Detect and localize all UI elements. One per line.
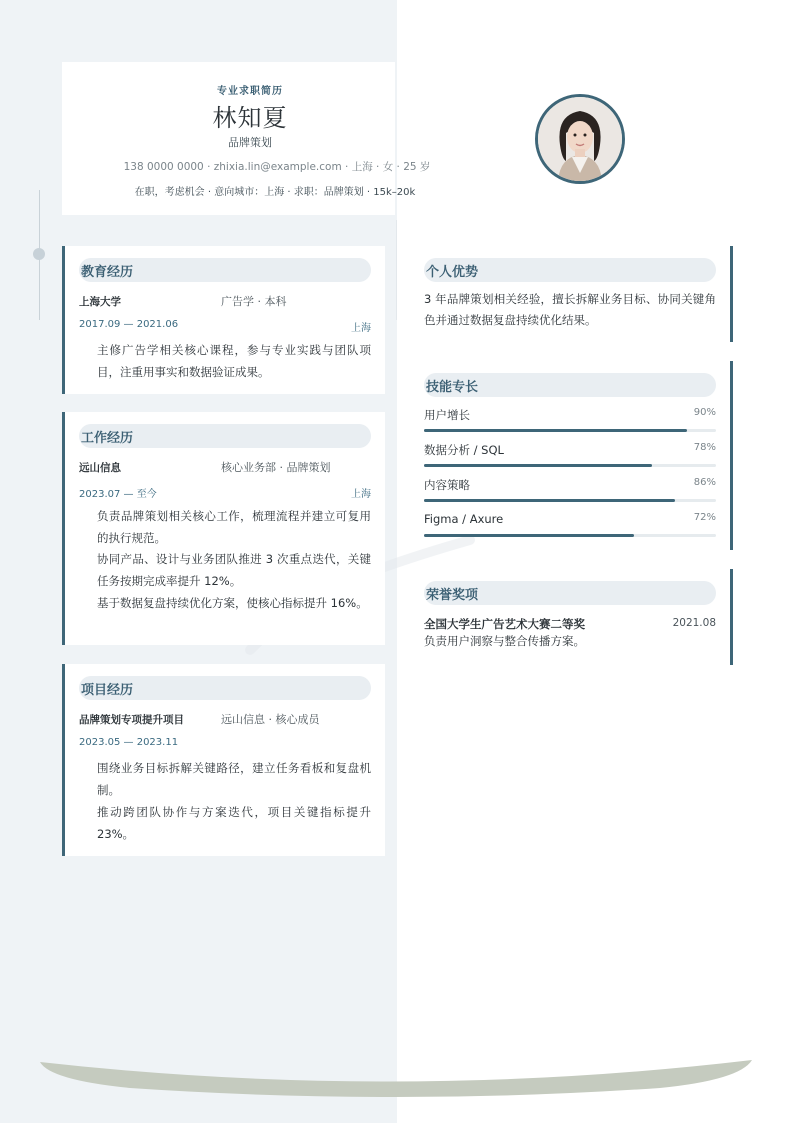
column-divider (396, 220, 397, 320)
skills-section (410, 361, 733, 550)
skill-percent: 86% (693, 477, 716, 488)
advantage-title: 个人优势 (426, 265, 479, 280)
contact-line: 138 0000 0000 · zhixia.lin@example.com · 上海 · 女 · 25 岁 (123, 161, 431, 173)
skill-name: 内容策略 (424, 478, 470, 492)
project-org: 远山信息 · 核心成员 (221, 713, 320, 726)
advantage-text: 3 年品牌策划相关经验，擅长拆解业务目标、协同关键角色并通过数据复盘持续优化结果。 (424, 292, 716, 327)
major: 广告学 · 本科 (221, 295, 287, 308)
skill-fill (424, 429, 687, 432)
education-section (62, 246, 385, 394)
education-bullet: 主修广告学相关核心课程，参与专业实践与团队项目，注重用事实和数据验证成果。 (97, 343, 371, 379)
work-bullet: 负责品牌策划相关核心工作，梳理流程并建立可复用的执行规范。 (97, 509, 371, 545)
skill-fill (424, 464, 652, 467)
portrait-image (538, 97, 622, 181)
skills-title-pill (424, 373, 716, 397)
work-date: 2023.07 — 至今 (79, 489, 157, 500)
project-bullet: 围绕业务目标拆解关键路径，建立任务看板和复盘机制。 (97, 761, 371, 797)
work-bullet: 基于数据复盘持续优化方案，使核心指标提升 16%。 (97, 596, 368, 610)
work-location: 上海 (351, 489, 371, 500)
advantage-section (410, 246, 733, 342)
skills-title: 技能专长 (426, 380, 479, 395)
education-date: 2017.09 — 2021.06 (79, 319, 179, 330)
skill-name: Figma / Axure (424, 512, 504, 526)
project-name: 品牌策划专项提升项目 (79, 714, 184, 726)
header-card (62, 62, 431, 215)
award-description: 负责用户洞察与整合传播方案。 (424, 634, 585, 648)
resume-tag: 专业求职简历 (217, 86, 283, 97)
education-title-pill (79, 258, 371, 282)
skill-item (424, 477, 716, 507)
project-date: 2023.05 — 2023.11 (79, 737, 179, 748)
skill-track (424, 429, 716, 432)
work-title-pill (79, 424, 371, 448)
skill-item (424, 407, 716, 437)
skill-name: 用户增长 (424, 408, 470, 422)
award-date: 2021.08 (672, 617, 716, 629)
skill-track (424, 534, 716, 537)
skill-percent: 90% (693, 407, 716, 418)
footer-wave (40, 1040, 752, 1100)
school-name: 上海大学 (79, 296, 121, 308)
skill-name: 数据分析 / SQL (424, 443, 504, 457)
project-bullet: 推动跨团队协作与方案迭代，项目关键指标提升 23%。 (97, 805, 371, 841)
award-name: 全国大学生广告艺术大赛二等奖 (424, 617, 585, 631)
candidate-name: 林知夏 (212, 104, 288, 132)
work-bullet: 协同产品、设计与业务团队推进 3 次重点迭代，关键任务按期完成率提升 12%。 (97, 552, 371, 588)
awards-section (410, 569, 733, 665)
education-title: 教育经历 (81, 265, 134, 280)
project-title: 项目经历 (81, 683, 134, 698)
awards-title: 荣誉奖项 (426, 588, 479, 603)
status-line: 在职，考虑机会 · 意向城市：上海 · 求职：品牌策划 · 15k–20k (134, 187, 416, 198)
project-title-pill (79, 676, 371, 700)
skill-percent: 72% (693, 512, 716, 523)
skill-item (424, 512, 716, 542)
advantage-title-pill (424, 258, 716, 282)
skill-track (424, 464, 716, 467)
company-name: 远山信息 (79, 462, 121, 474)
work-department: 核心业务部 · 品牌策划 (221, 461, 331, 474)
work-section (62, 412, 385, 645)
skill-fill (424, 499, 675, 502)
avatar (535, 94, 625, 184)
skill-item (424, 442, 716, 472)
skill-percent: 78% (693, 442, 716, 453)
skill-track (424, 499, 716, 502)
project-section (62, 664, 385, 856)
awards-title-pill (424, 581, 716, 605)
skill-fill (424, 534, 634, 537)
timeline-dot (33, 248, 45, 260)
education-location: 上海 (351, 323, 371, 334)
work-title: 工作经历 (81, 431, 134, 446)
candidate-role: 品牌策划 (228, 136, 272, 149)
